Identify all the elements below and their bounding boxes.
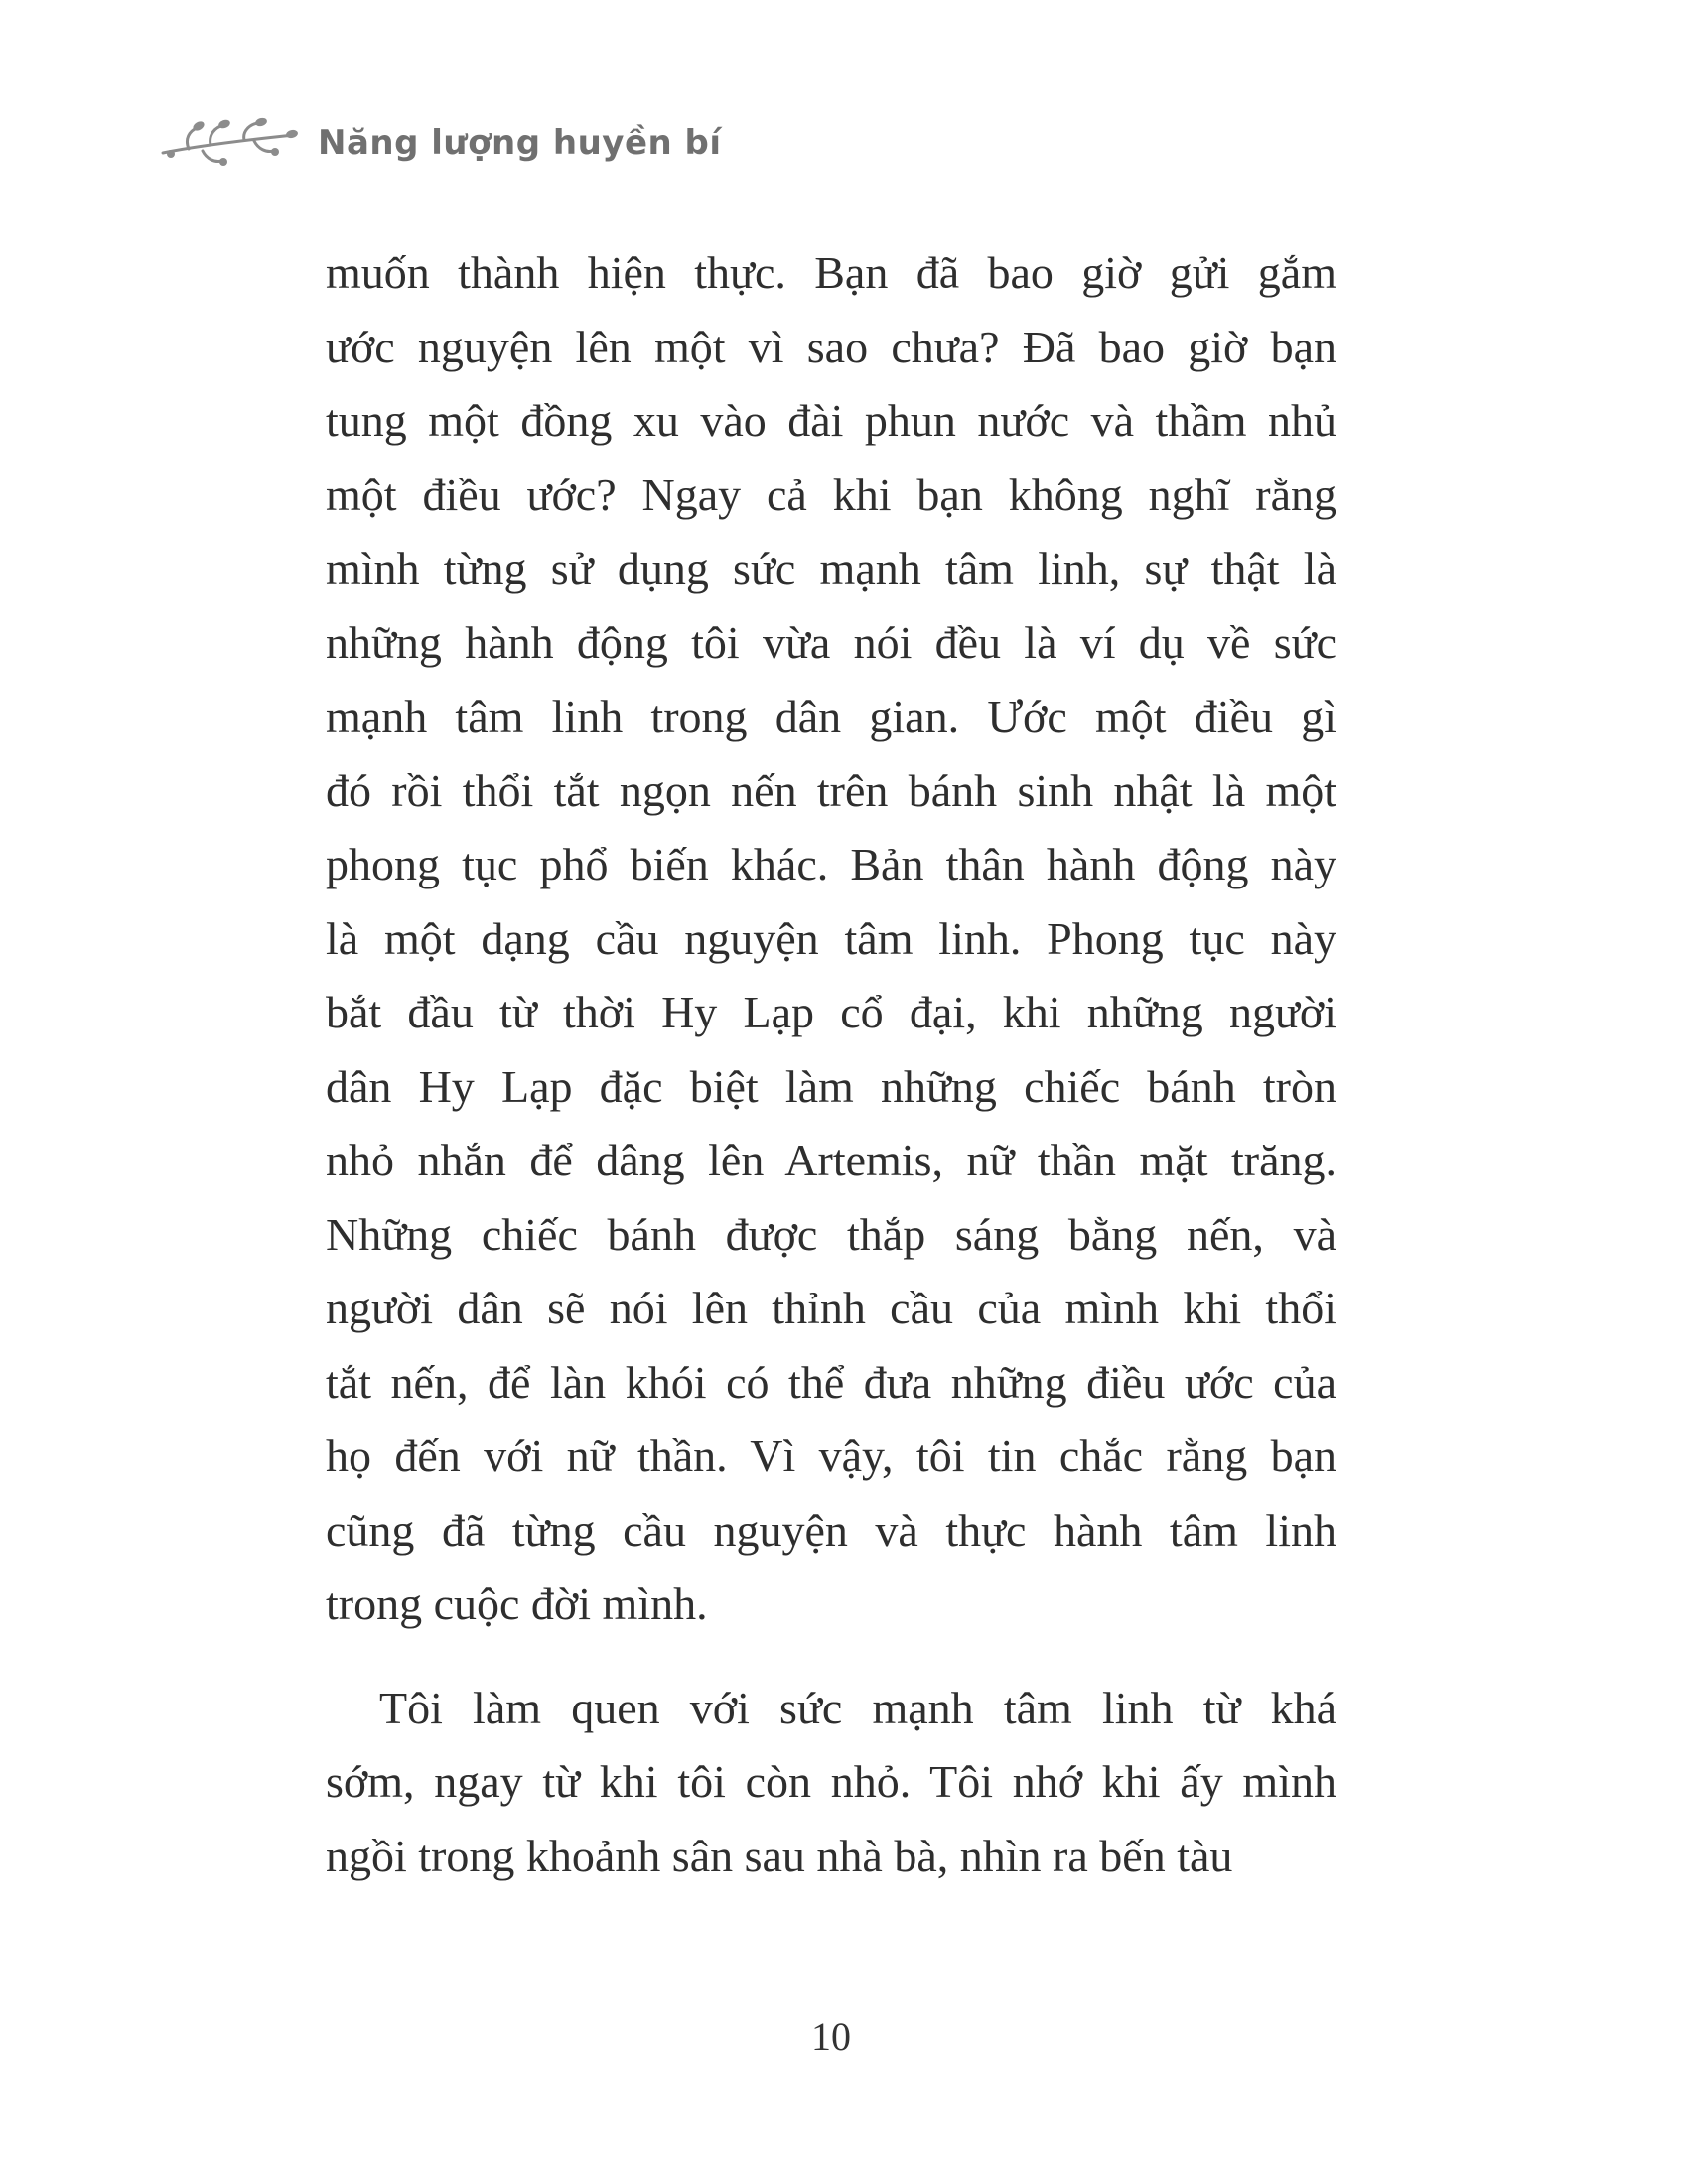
- text-line: là một dạng cầu nguyện tâm linh. Phong tục này: [326, 912, 1336, 964]
- text-line: mạnh tâm linh trong dân gian. Ước một điều gì: [326, 691, 1336, 742]
- text-line: nhỏ nhắn để dâng lên Artemis, nữ thần mặt trăng.: [326, 1135, 1336, 1185]
- text-line: muốn thành hiện thực. Bạn đã bao giờ gửi gắm: [326, 247, 1336, 298]
- text-line: Những chiếc bánh được thắp sáng bằng nến, và: [326, 1208, 1336, 1260]
- text-line: họ đến với nữ thần. Vì vậy, tôi tin chắc rằng bạn: [326, 1431, 1336, 1481]
- text-line: phong tục phổ biến khác. Bản thân hành động này: [326, 839, 1336, 889]
- body-text: [326, 236, 1336, 1893]
- text-line: ngồi trong khoảnh sân sau nhà bà, nhìn ra bến tàu: [326, 1830, 1233, 1881]
- text-line: bắt đầu từ thời Hy Lạp cổ đại, khi những người: [326, 987, 1336, 1037]
- text-line: một điều ước? Ngay cả khi bạn không nghĩ rằng: [326, 469, 1336, 520]
- branch-ornament-icon: [159, 111, 298, 175]
- text-line: mình từng sử dụng sức mạnh tâm linh, sự thật là: [326, 543, 1336, 594]
- text-line: người dân sẽ nói lên thỉnh cầu của mình khi thổi: [326, 1283, 1336, 1333]
- text-line: đó rồi thổi tắt ngọn nến trên bánh sinh nhật là một: [326, 764, 1336, 816]
- text-line: Tôi làm quen với sức mạnh tâm linh từ khá: [379, 1682, 1336, 1733]
- page-header: [159, 111, 722, 175]
- text-line: tung một đồng xu vào đài phun nước và thầm nhủ: [326, 395, 1336, 446]
- text-line: sớm, ngay từ khi tôi còn nhỏ. Tôi nhớ khi ấy mình: [326, 1756, 1336, 1807]
- page-number: 10: [811, 2014, 851, 2059]
- text-line: ước nguyện lên một vì sao chưa? Đã bao giờ bạn: [326, 321, 1336, 372]
- text-line: tắt nến, để làn khói có thể đưa những điều ước của: [326, 1356, 1336, 1408]
- running-head-title: Năng lượng huyền bí: [318, 123, 722, 163]
- paragraph: [326, 236, 1336, 1642]
- paragraph: [326, 1672, 1336, 1894]
- text-line: dân Hy Lạp đặc biệt làm những chiếc bánh tròn: [326, 1060, 1336, 1112]
- text-line: cũng đã từng cầu nguyện và thực hành tâm linh: [326, 1504, 1336, 1556]
- text-line: những hành động tôi vừa nói đều là ví dụ về sức: [326, 616, 1336, 668]
- text-line: trong cuộc đời mình.: [326, 1578, 708, 1629]
